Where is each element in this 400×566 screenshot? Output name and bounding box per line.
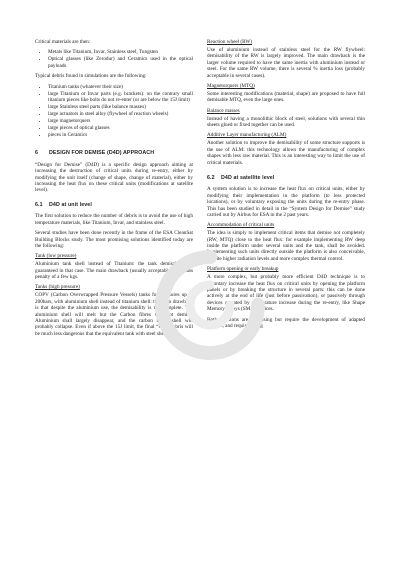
section-6-1-heading xyxy=(35,202,193,208)
reaction-wheel-text: Use of aluminium instead of stainless steel for the RW flywheel: demisability of the RW is largely improved. The main drawback is the larger volume required to have the same inertia with aluminium instead or steel. For the same RW volume, there is several % inertia loss (probably acceptable in several cases). xyxy=(207,46,365,79)
section-6-1-para-1: The first solution to reduce the number of debris is to avoid the use of high temperature materials, like Titanium, Invar, and stainless steel. xyxy=(35,213,193,226)
alm-title: Additive Layer manufacturing (ALM) xyxy=(207,132,287,139)
balance-masses-title: Balance masses xyxy=(207,107,240,114)
right-column xyxy=(207,39,365,333)
list-item: • Metals like Titanium, Invar, Stainless steel, Tungsten xyxy=(48,49,193,55)
list-item: • large Stainless steel parts (like balance masses) xyxy=(48,104,193,110)
critical-materials-intro: Critical materials are then: xyxy=(35,39,91,45)
alm-text: Another solution to improve the demisability of some structure supports is the use of ALM: this technology allows the manufacturing of complex shapes with less raw material. This is an interesting way to limit the use of critical materials. xyxy=(207,140,365,166)
section-number: 6 xyxy=(35,150,39,157)
section-6-text: “Design for Demise” (D4D) is a specific design approach aiming at increasing the destruction of critical units during re-entry, either by modifying the unit itself (change of shape, change of material), either by increasing the heat flux on these critical units (modifications at satellite level). xyxy=(35,161,193,194)
balance-masses-text: Instead of having a monolithic block of steel, solutions with several thin sheets glued or fixed together can be used. xyxy=(207,115,365,128)
platform-opening-title: Platform opening or early breakup xyxy=(207,266,279,273)
section-6-heading xyxy=(35,150,193,156)
list-item: • pieces in Ceramics xyxy=(48,132,193,138)
left-column xyxy=(35,39,193,341)
section-6-2-text: A system solution is to increase the heat flux on critical units, either by modifying their implementation in the platform (to less protected locations), or by voluntary exposing the units during the re-entry phase. This has been studied in detail in the “System Design for Demise” study carried out by Airbus for ESA in the 2 past years. xyxy=(207,186,365,218)
list-item: • large actuators in steel alloy (flywheel of reaction wheels) xyxy=(48,111,193,117)
section-number: 6.2 xyxy=(207,174,215,181)
section-6-2-heading xyxy=(207,175,365,181)
tank-low-pressure-title: Tank (low pressure) xyxy=(35,253,77,260)
section-6-1-para-2: Several studies have been done recently in the frame of the ESA CleanSat Building Blocks study. The most promising solutions identified today are the following: xyxy=(35,230,193,249)
accommodation-title: Accommodation of critical units xyxy=(207,222,275,229)
critical-materials-list xyxy=(35,49,193,69)
platform-opening-text: A more complex, but probably more efficient D4D technique is to voluntary increase the heat flux on critical units by opening the platform panels or by breaking the structure in several parts: this can be done actively at the end of life (just before passivation), or passively through devices actuated by temperature increase during the re-entry, like Shape Memory Alloys (SMA) devices. xyxy=(207,274,365,313)
list-item: • Optical glasses (like Zerodur) and Ceramics used in the optical payloads xyxy=(48,56,193,69)
debris-list xyxy=(35,84,193,139)
list-item: • Titanium tanks (whatever their size) xyxy=(48,84,193,90)
section-title: D4D at satellite level xyxy=(221,174,275,181)
section-title: D4D at unit level xyxy=(49,201,92,208)
reaction-wheel-title: Reaction wheel (RW) xyxy=(207,39,252,45)
section-title: DESIGN FOR DEMISE (D4D) APPROACH xyxy=(49,150,155,157)
section-number: 6.1 xyxy=(35,201,43,208)
list-item: • large Titanium or Invar parts (e.g. brackets): on the contrary small titanium pieces like bolts do not re-enter (or are below the 15J limit) xyxy=(48,91,193,104)
list-item: • large magnetorquers xyxy=(48,118,193,124)
accommodation-text: The idea is simply to implement critical items that demise not completely (RW, MTQ) close to the heat flux: for example implementing RW deep inside the platform under several units and the tank, shall be avoided. Implementing such units directly outside the platform is also conceivable, despite higher radiation levels and more complex thermal control. xyxy=(207,230,365,262)
tanks-high-pressure-text: COPV (Carbon Overwrapped Pressure Vessels) tanks for pressures up to 200bars, with aluminium shell instead of titanium shell: the main drawback is that despite the aluminium use, the demisability is not complete. The aluminium shell will melt but the Carbon fibres will not demise. Aluminium shall largely disappear, and the carbon fibres shell will probably collapse. Even if above the 15J limit, the final “soft” debris will be much less dangerous that the equivalent tank with steel shell. xyxy=(35,292,193,337)
magnetorquers-text: Some interesting modifications (material, shape) are proposed to have full demisable MTQ, even the large ones. xyxy=(207,90,365,104)
magnetorquers-title: Magnetorquers (MTQ) xyxy=(207,82,255,89)
tank-low-pressure-text: Aluminium tank shell instead of Titanium: the tank demisability is guaranteed in that case. The main drawback (usually acceptable) is a mass penalty of a few kgs. xyxy=(35,261,193,281)
tanks-high-pressure-title: Tanks (high pressure) xyxy=(35,284,80,291)
debris-intro: Typical debris found in simulations are the following: xyxy=(35,73,147,80)
both-solutions-text: Both solutions are promising but require the development of adapted devices, and require strong xyxy=(207,316,365,330)
list-item: • large pieces of optical glasses xyxy=(48,125,193,131)
